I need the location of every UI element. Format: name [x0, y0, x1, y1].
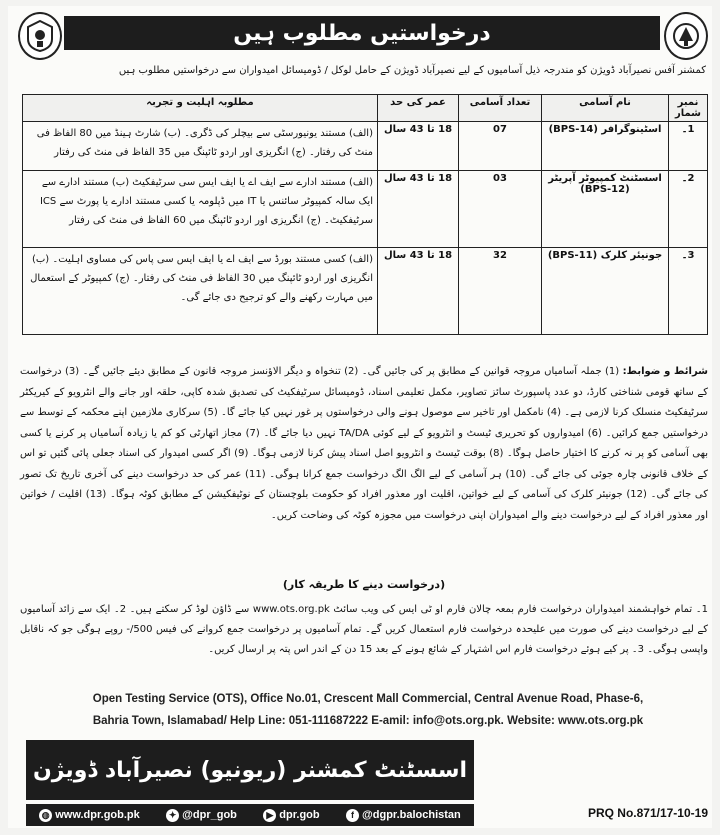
table-row	[23, 171, 708, 248]
row-no: 2۔	[669, 171, 708, 248]
header-count: تعداد آسامی	[459, 95, 542, 122]
row-no: 3۔	[669, 248, 708, 335]
signature-block: اسسٹنٹ کمشنر (ریونیو) نصیرآباد ڈویژن	[26, 740, 474, 800]
table-row	[23, 122, 708, 171]
address-line-2: Bahria Town, Islamabad/ Help Line: 051-111687222 E-amil: info@ots.org.pk. Website: www.ots.org.pk	[92, 715, 644, 727]
row-qualification: (الف) کسی مستند بورڈ سے ایف اے یا ایف ایس سی پاس کی مساوی اہلیت۔ (ب) انگریزی اور اردو ٹائپنگ میں 30 الفاظ فی منٹ کی رفتار۔ (ج) کمپیوٹر کے استعمال میں مہارت رکھنے والے کو ترجیح دی جائے گی۔	[23, 248, 378, 335]
row-age: 18 تا 43 سال	[378, 248, 459, 335]
youtube-handle[interactable]: dpr.gob	[279, 809, 320, 821]
conditions-text: (1) جملہ آسامیاں مروجہ قوانین کے مطابق پر کی جائیں گی۔ (2) تنخواہ و دیگر الاؤنسز مروجہ قانون کے مطابق دیئے جائیں گے۔ (3) درخواست کے ساتھ قومی شناختی کارڈ، دو عدد پاسپورٹ سائز تصاویر، مکمل تعلیمی اسناد، ڈومیسائل سرٹیفکیٹ کی تصدیق شدہ کاپی، حلقہ اور جانے والے انٹرویو کے کیریکٹر سرٹیفکیٹ منسلک کرنا لازمی ہے۔ (4) نامکمل اور تاخیر سے موصول ہونے والی درخواستوں پر غور نہیں کیا جائے گا۔ (5) سرکاری ملازمین اپنے محکمہ کے توسط سے درخواستیں جمع کرائیں۔ (6) امیدواروں کو تحریری ٹیسٹ و انٹرویو کے لیے کوئی TA/DA نہیں دیا جائے گا۔ (7) مجاز اتھارٹی کو کم یا زیادہ آسامیاں پر کرنے یا کسی بھی آسامی کو پر نہ کرنے کا اختیار حاصل ہوگا۔ (8) بوقت ٹیسٹ و انٹرویو اصل اسناد پیش کرنا لازمی ہوگا۔ (9) اگر کسی امیدوار کی اسناد جعلی پائی گئیں تو اس کے خلاف قانونی چارہ جوئی کی جائے گی۔ (10) ہر آسامی کے لیے الگ الگ درخواست جمع کرانا ہوگی۔ (11) عمر کی حد درخواست دینے کی آخری تاریخ تک تصور کی جائے گی۔ (12) جونیئر کلرک کی آسامی کے لیے خواتین، اقلیت اور معذور افراد کو حکومت بلوچستان کے نوٹیفکیشن کے مطابق کوٹہ ہوگا۔ (13) اقلیت / خواتین اور معذور افراد کے لیے درخواست دینے والے امیدواران اپنی درخواست میں مجوزہ کوٹہ کی وضاحت کریں۔	[20, 366, 709, 521]
globe-icon: ◍	[39, 809, 52, 822]
prq-number: PRQ No.871/17-10-19	[587, 806, 708, 820]
intro-text: کمشنر آفس نصیرآباد ڈویژن کو مندرجہ ذیل آسامیوں کے لیے نصیرآباد ڈویژن کے حامل لوکل / ڈومیسائل امیدواران سے درخواستیں مطلوب ہیں	[118, 65, 706, 76]
address-line-1: Open Testing Service (OTS), Office No.01, Crescent Mall Commercial, Central Avenue Road, Phase-6,	[92, 693, 644, 705]
row-qualification: (الف) مستند یونیورسٹی سے بیچلر کی ڈگری۔ (ب) شارٹ ہینڈ میں 80 الفاظ فی منٹ کی رفتار۔ (ج) انگریزی اور اردو ٹائپنگ میں 35 الفاظ فی منٹ کی رفتار	[23, 122, 378, 171]
row-name: اسٹینوگرافر (BPS-14)	[542, 122, 669, 171]
youtube-icon: ▶	[263, 809, 276, 822]
header-age: عمر کی حد	[378, 95, 459, 122]
advertisement-page	[8, 6, 712, 828]
table-header-row	[23, 95, 708, 122]
terms-and-conditions	[20, 362, 708, 568]
row-count: 03	[459, 171, 542, 248]
footer-youtube[interactable]	[263, 809, 319, 822]
row-age: 18 تا 43 سال	[378, 171, 459, 248]
header-name: نام آسامی	[542, 95, 669, 122]
page-title: درخواستیں مطلوب ہیں	[64, 16, 660, 50]
row-count: 32	[459, 248, 542, 335]
row-name: جونیئر کلرک (BPS-11)	[542, 248, 669, 335]
balochistan-emblem-icon	[664, 12, 708, 60]
twitter-icon: ✦	[166, 809, 179, 822]
application-method-heading: (درخواست دینے کا طریقہ کار)	[282, 578, 446, 591]
row-count: 07	[459, 122, 542, 171]
ots-address	[48, 688, 688, 732]
government-seal-icon	[18, 12, 62, 60]
header	[18, 10, 708, 60]
footer-website[interactable]	[39, 809, 140, 822]
website-link[interactable]: www.dpr.gob.pk	[55, 809, 140, 821]
posts-table	[22, 94, 708, 335]
row-name: اسسٹنٹ کمپیوٹر آپریٹر (BPS-12)	[542, 171, 669, 248]
row-age: 18 تا 43 سال	[378, 122, 459, 171]
facebook-handle[interactable]: @dgpr.balochistan	[362, 809, 461, 821]
footer-twitter[interactable]	[166, 809, 237, 822]
table-row	[23, 248, 708, 335]
footer-facebook[interactable]	[346, 809, 461, 822]
row-qualification: (الف) مستند ادارے سے ایف اے یا ایف ایس سی سرٹیفکیٹ (ب) مستند ادارے سے ایک سالہ کمپیوٹر سائنس یا IT میں ڈپلومہ یا کسی مستند ادارے یا پورٹ سے ICS سرٹیفکیٹ۔ (ج) انگریزی اور اردو ٹائپنگ میں 60 الفاظ فی منٹ کی رفتار	[23, 171, 378, 248]
header-no: نمبر شمار	[669, 95, 708, 122]
facebook-icon: f	[346, 809, 359, 822]
header-qualification: مطلوبہ اہلیت و تجربہ	[23, 95, 378, 122]
twitter-handle[interactable]: @dpr_gob	[182, 809, 237, 821]
row-no: 1۔	[669, 122, 708, 171]
social-footer	[26, 804, 474, 826]
conditions-label: شرائط و ضوابط:	[622, 366, 708, 377]
application-method-text: 1۔ تمام خواہشمند امیدواران درخواست فارم بمعہ چالان فارم او ٹی ایس کی ویب سائٹ www.ots.org.pk سے ڈاؤن لوڈ کر سکتے ہیں۔ 2۔ ایک سے زائد آسامیوں کے لیے درخواست دینے کی صورت میں علیحدہ درخواست فارم استعمال کریں گے۔ تمام آسامیوں پر درخواست جمع کروانے کی فیس 500/- روپے ہوگی جو کہ ناقابل واپسی ہوگی۔ 3۔ پر کیے ہوئے درخواست فارم اس اشتہار کے شائع ہونے کے بعد 15 دن کے اندر اس پتہ پر ارسال کریں۔	[20, 604, 708, 655]
